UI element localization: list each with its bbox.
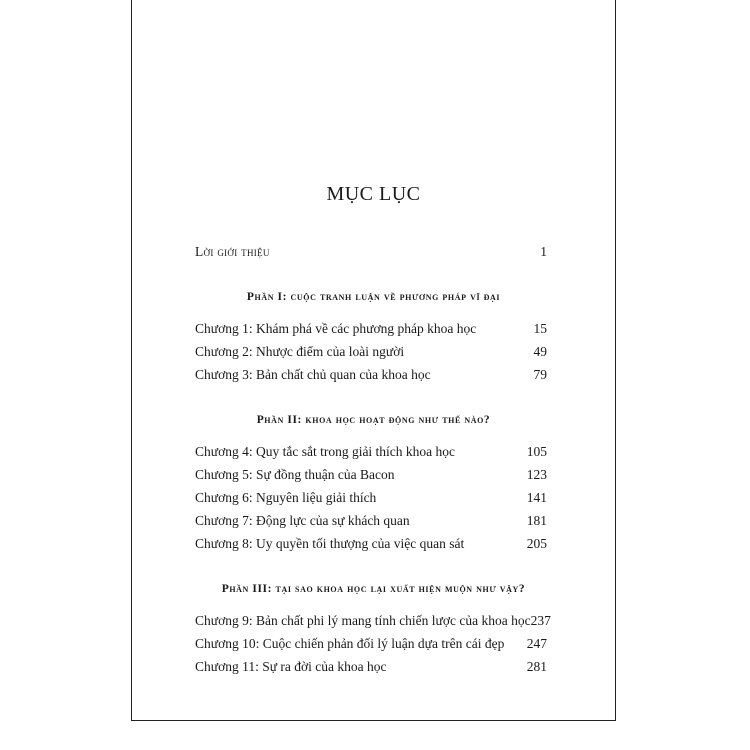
toc-entry-chapter-5 — [195, 467, 547, 483]
entry-page: 205 — [526, 536, 547, 551]
toc-entry-chapter-10 — [195, 636, 547, 652]
entry-label: Chương 4: Quy tắc sắt trong giải thích khoa học — [195, 444, 456, 459]
entry-label: Chương 3: Bản chất chủ quan của khoa học — [195, 367, 431, 382]
entry-page: 123 — [526, 467, 547, 482]
entry-page: 281 — [526, 659, 547, 674]
toc-title: MỤC LỤC — [326, 183, 421, 205]
part-1-heading: Phần I: cuộc tranh luận về phương pháp vĩ đại — [246, 291, 501, 303]
entry-page: 181 — [526, 513, 547, 528]
entry-label: Chương 5: Sự đồng thuận của Bacon — [195, 467, 395, 482]
entry-page: 247 — [526, 636, 547, 651]
entry-page: 237 — [530, 613, 551, 628]
toc-entry-chapter-9 — [195, 613, 551, 629]
book-page — [131, 0, 616, 721]
entry-page: 1 — [540, 244, 547, 259]
entry-label: Chương 7: Động lực của sự khách quan — [195, 513, 410, 528]
toc-entry-chapter-2 — [195, 344, 547, 360]
entry-label: Chương 1: Khám phá về các phương pháp khoa học — [195, 321, 477, 336]
toc-entry-chapter-3 — [195, 367, 547, 383]
toc-entry-chapter-1 — [195, 321, 547, 337]
toc-entry-chapter-11 — [195, 659, 547, 675]
entry-label: Chương 9: Bản chất phi lý mang tính chiến lược của khoa học — [195, 613, 531, 628]
part-2-heading: Phần II: khoa học hoạt động như thế nào? — [256, 414, 491, 426]
toc-entry-chapter-6 — [195, 490, 547, 506]
part-3-heading: Phần III: tại sao khoa học lại xuất hiện muộn như vậy? — [221, 583, 526, 595]
entry-page: 49 — [533, 344, 547, 359]
entry-page: 79 — [533, 367, 547, 382]
toc-entry-intro — [195, 244, 547, 260]
entry-label: Chương 2: Nhược điểm của loài người — [195, 344, 405, 359]
entry-label: Chương 6: Nguyên liệu giải thích — [195, 490, 377, 505]
toc-entry-chapter-7 — [195, 513, 547, 529]
toc-entry-chapter-8 — [195, 536, 547, 552]
entry-label: Chương 8: Uy quyền tối thượng của việc quan sát — [195, 536, 465, 551]
entry-page: 15 — [533, 321, 547, 336]
entry-label: Chương 10: Cuộc chiến phản đối lý luận dựa trên cái đẹp — [195, 636, 505, 651]
entry-label: Chương 11: Sự ra đời của khoa học — [195, 659, 387, 674]
entry-page: 141 — [526, 490, 547, 505]
entry-label: Lời giới thiệu — [195, 244, 270, 259]
entry-page: 105 — [526, 444, 547, 459]
toc-entry-chapter-4 — [195, 444, 547, 460]
